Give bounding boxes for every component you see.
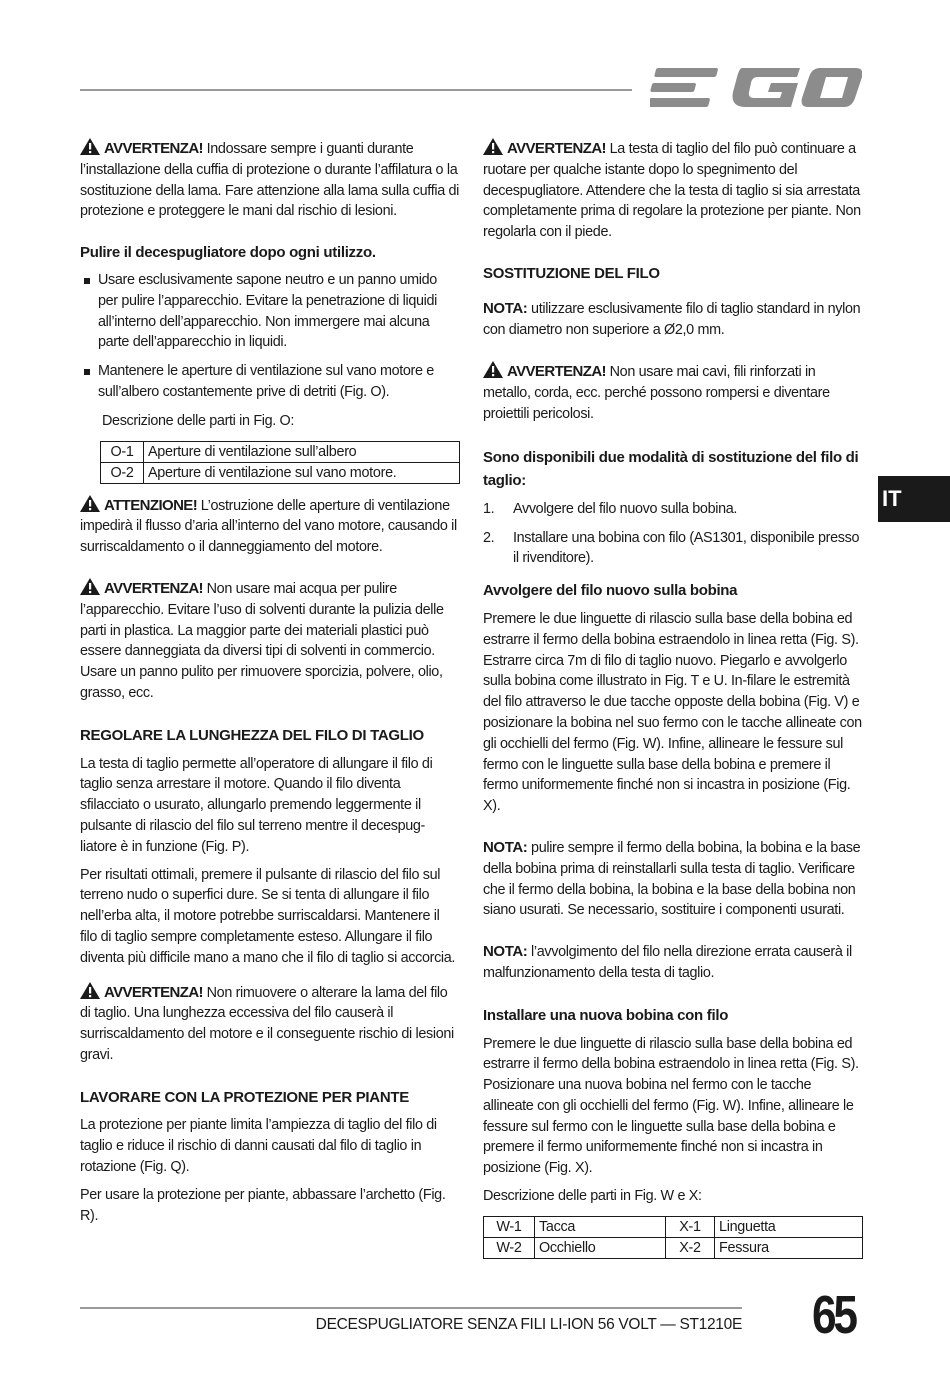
footer-rule [80,1307,742,1309]
replace-heading: SOSTITUZIONE DEL FILO [483,264,660,282]
warning-head-rotation [483,138,865,243]
warning-gloves [80,138,460,222]
attention-text: L’ostruzione delle aperture di ventilazione impedirà il flusso d’aria all’interno del vano motore, causando il surriscaldamento o il danneggiamento del motore. [80,497,457,556]
warning-label: AVVERTENZA! [104,983,203,1001]
list-item: 1. Avvolgere del filo nuovo sulla bobina. [483,500,738,517]
table-cell: Aperture di ventilazione sul vano motore. [144,462,460,483]
header-rule [80,89,632,91]
warning-text: Indossare sempre i guanti durante l’installazione della cuffia di protezione o durante l’affilatura o la sostituzione della lama. Fare attenzione alla lama sulla cuffia di protezione e proteggere le mani dal rischio di lesioni. [80,141,459,220]
footer-title: DECESPUGLIATORE SENZA FILI LI-ION 56 VOLT — ST1210E [315,1316,742,1333]
page-number: 65 [812,1285,855,1345]
table-row [101,462,460,483]
table-cell: Fessura [715,1237,863,1258]
clean-list [80,270,460,403]
table-row [484,1216,863,1237]
wind-heading: Avvolgere del filo nuovo sulla bobina [483,582,738,600]
parts-intro: Descrizione delle parti in Fig. O: [102,412,295,429]
warning-label: AVVERTENZA! [507,363,606,381]
warning-label: AVVERTENZA! [507,140,606,157]
warning-wire [483,361,865,424]
note-text: pulire sempre il fermo della bobina, la bobina e la base della bobina prima di reinstallarli sulla testa di taglio. Verificare che il fermo della bobina, la bobina e la base della bobina non siano usurati. Se necessario, sostituire i componenti usurati. [483,839,861,919]
note-label: NOTA: [483,838,528,856]
note-diameter [483,299,865,341]
table-cell: O-1 [101,441,144,462]
wind-paragraph: Premere le due linguette di rilascio sulla base della bobina ed estrarre il fermo della bobina estraendolo in linea retta (Fig. S). Estrarre circa 7m di filo di taglio nuovo. Piegarlo e avvolgerlo sulla bobina come illustrato in Fig. T e U. In-filare le estremità del filo attraverso le due tacche opposte della bobina (Fig. V) e posizionare la bobina nel suo fermo con le tacche allineate con gli occhielli del fermo (Fig. W). Infine, allineare le fessure sul fermo con le linguette sulla base della bobina e premere il fermo uniformemente finché non si incastra in posizione (Fig. X). [483,610,862,815]
guard-paragraph-2: Per usare la protezione per piante, abbassare l’archetto (Fig. R). [80,1186,446,1224]
note-label: NOTA: [483,943,528,961]
table-cell: Aperture di ventilazione sull’albero [144,441,460,462]
ego-logo [650,62,862,114]
warning-text: Non rimuovere o alterare la lama del filo di taglio. Una lunghezza eccessiva del filo causerà il surriscaldamento del motore e il conseguente rischio di lesioni gravi. [80,984,454,1063]
warning-icon [80,982,100,999]
note-clean [483,838,865,921]
warning-icon [483,361,503,378]
table-row [101,441,460,462]
warning-text: Non usare mai acqua per pulire l’apparecchio. Evitare l’uso di solventi durante la pulizia delle parti in plastica. La maggior parte dei materiali plastici può essere danneggiata da diversi tipi di solventi in commercio. Usare un panno pulito per rimuovere sporcizia, polvere, olio, grasso, ecc. [80,580,444,701]
parts-table-o [100,441,460,484]
install-heading: Installare una nuova bobina con filo [483,1006,729,1024]
modes-heading: Sono disponibili due modalità di sostituzione del filo di taglio: [483,448,859,489]
attention-label: ATTENZIONE! [104,496,198,514]
warning-blade [80,982,460,1066]
table-cell: W-2 [484,1237,535,1258]
list-item: Usare esclusivamente sapone neutro e un panno umido per pulire l’apparecchio. Evitare la penetrazione di liquidi all’interno dell’apparecchio. Non immergere mai alcuna parte dell’apparecchio in liquidi. [80,270,460,353]
parts-intro: Descrizione delle parti in Fig. W e X: [483,1188,702,1205]
bullet-icon [84,369,90,375]
install-paragraph: Premere le due linguette di rilascio sulla base della bobina ed estrarre il fermo della bobina estraendolo in linea retta (Fig. S). Posizionare una nuova bobina nel fermo con le tacche allineate con gli occhielli del fermo (Fig. W). Infine, allineare le fessure sul fermo con le linguette sulla base della bobina e premere il fermo uniformemente finché non si incastra in posizione (Fig. X). [483,1035,859,1177]
modes-list [483,499,865,569]
warning-icon [80,138,100,155]
note-text: utilizzare esclusivamente filo di taglio standard in nylon con diametro non superiore a Ø2,0 mm. [483,300,861,338]
table-cell: X-1 [666,1216,715,1237]
adjust-paragraph-2: Per risultati ottimali, premere il pulsante di rilascio del filo sul terreno nudo o superfici dure. Se si tenta di allungare il filo nell’erba alta, il motore potrebbe surriscaldarsi. Mantenere il filo di taglio sempre completamente esteso. Allungare il filo diventa più difficile mano a mano che il filo di taglio si accorcia. [80,866,456,966]
adjust-paragraph-1: La testa di taglio permette all’operatore di allungare il filo di taglio senza arrestare il motore. Quando il filo diventa sfilacciato o usurato, allungarlo premendo leggermente il pulsante di rilascio del filo sul terreno mentre il decespug-liatore è in funzione (Fig. P). [80,755,433,855]
warning-label: AVVERTENZA! [104,579,203,597]
bullet-icon [84,278,90,284]
table-cell: Occhiello [535,1237,666,1258]
table-cell: Linguetta [715,1216,863,1237]
attention-vents [80,495,460,558]
adjust-heading: REGOLARE LA LUNGHEZZA DEL FILO DI TAGLIO [80,726,424,744]
table-row [484,1237,863,1258]
right-column [483,138,865,1259]
table-cell: Tacca [535,1216,666,1237]
guard-paragraph-1: La protezione per piante limita l’ampiezza di taglio del filo di taglio e riduce il rischio di danni causati dal filo di taglio in rotazione (Fig. Q). [80,1117,437,1176]
warning-icon [80,578,100,595]
left-column [80,138,460,1226]
guard-heading: LAVORARE CON LA PROTEZIONE PER PIANTE [80,1088,409,1106]
list-item: Mantenere le aperture di ventilazione sul vano motore e sull’albero costantemente prive di detriti (Fig. O). [80,361,460,403]
note-direction [483,942,865,984]
warning-text: La testa di taglio del filo può continuare a ruotare per qualche istante dopo lo spegnimento del decespugliatore. Attendere che la testa di taglio si sia arrestata completamente prima di regolare la protezione per piante. Non regolarla con il piede. [483,141,861,241]
table-cell: X-2 [666,1237,715,1258]
list-item: 2. Installare una bobina con filo (AS1301, disponibile presso il rivenditore). [483,529,860,567]
note-text: l’avvolgimento del filo nella direzione errata causerà il malfunzionamento della testa di taglio. [483,944,852,981]
warning-water [80,578,460,704]
table-cell: O-2 [101,462,144,483]
language-tab: IT [878,476,950,522]
clean-heading: Pulire il decespugliatore dopo ogni utilizzo. [80,244,376,262]
warning-icon [483,138,503,155]
warning-label: AVVERTENZA! [104,140,203,157]
warning-icon [80,495,100,512]
note-label: NOTA: [483,299,528,317]
parts-table-wx [483,1216,863,1259]
table-cell: W-1 [484,1216,535,1237]
warning-text: Non usare mai cavi, fili rinforzati in metallo, corda, ecc. perché possono rompersi e diventare proiettili pericolosi. [483,364,830,422]
